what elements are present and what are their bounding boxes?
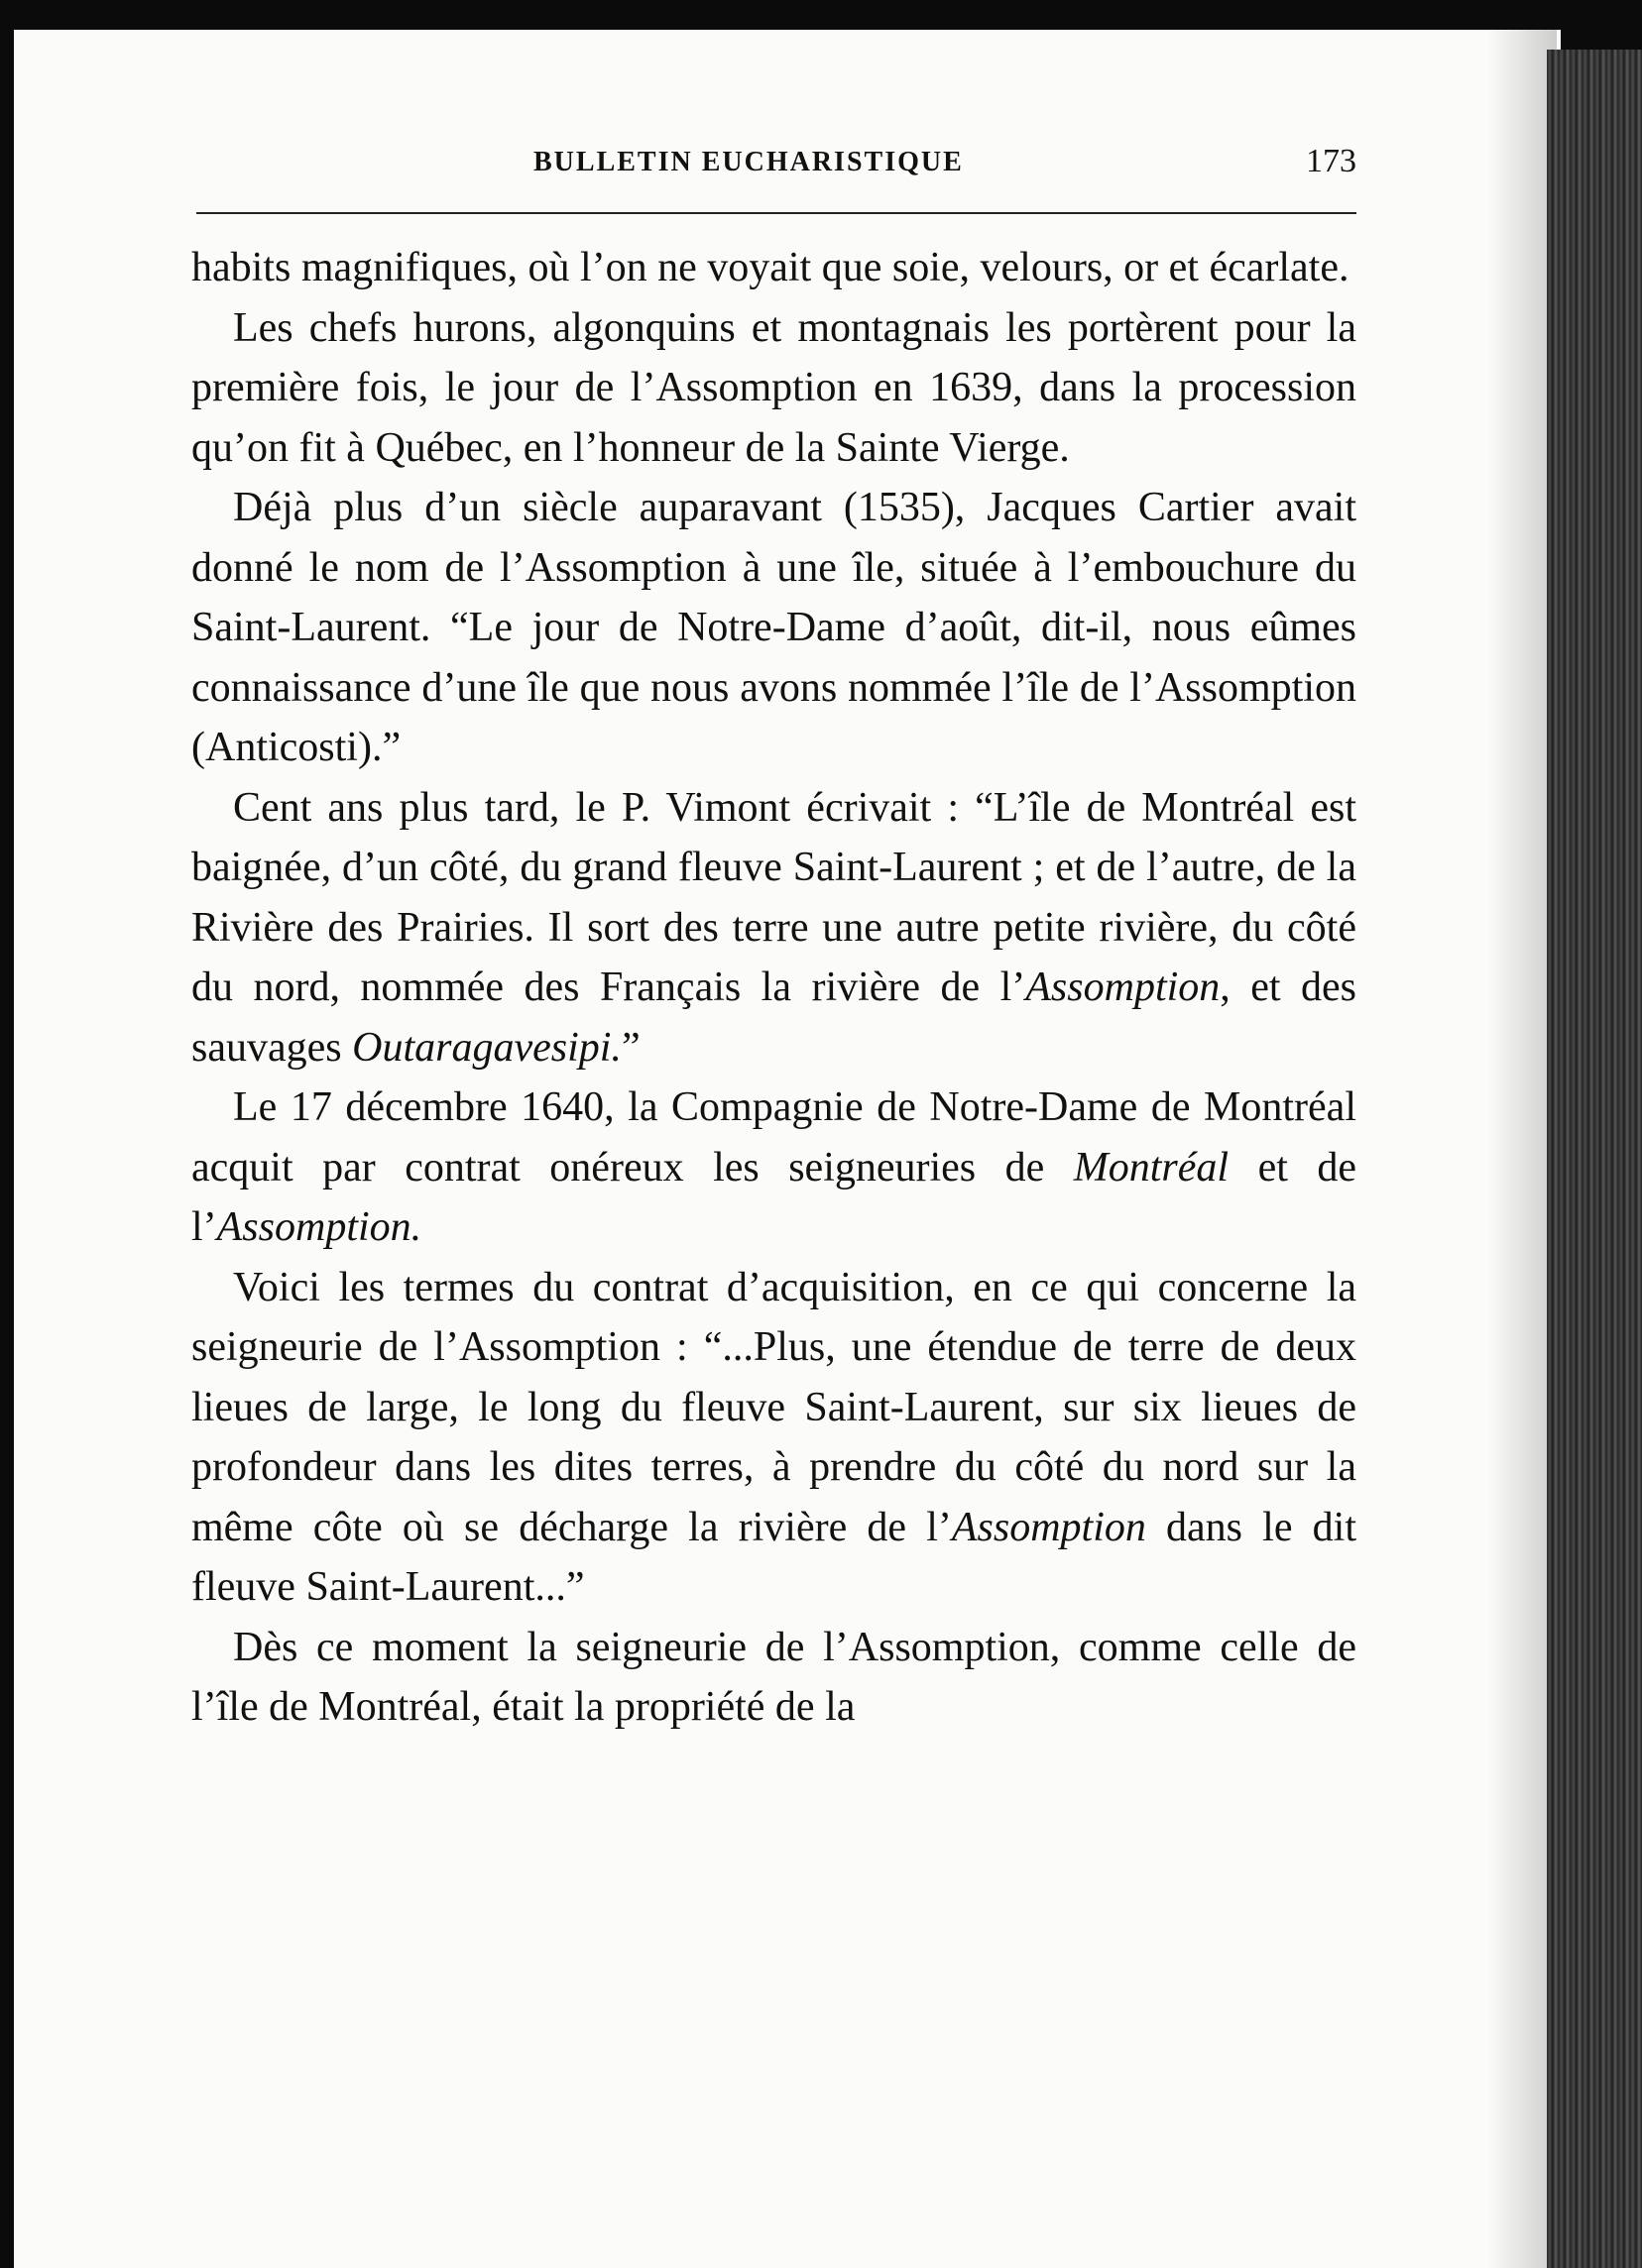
body-text	[191, 238, 1356, 1738]
paragraph	[191, 1618, 1356, 1738]
text-segment: et de l’	[191, 1144, 1356, 1250]
text-segment: habits magnifiques, où l’on ne voyait que soie, velours, or et écarlate.	[191, 245, 1349, 290]
running-title: BULLETIN EUCHARISTIQUE	[533, 147, 964, 177]
text-segment: Voici les termes du contrat d’acquisition, en ce qui concerne la seigneurie de l’Assomption : “...Plus, une étendue de terre de deux lieues de large, le long du fleuve Saint-Laurent, sur six lieues de profondeur dans les dites terres, à prendre du côté du nord sur la même côte où se décharge la rivière de l’	[191, 1264, 1356, 1550]
text-segment: , et des sauvages	[191, 964, 1356, 1071]
paragraph	[191, 478, 1356, 778]
paragraph	[191, 1077, 1356, 1258]
page-number: 173	[1306, 143, 1356, 179]
paragraph	[191, 238, 1356, 298]
paragraph	[191, 298, 1356, 479]
paragraph	[191, 778, 1356, 1078]
text-segment: Dès ce moment la seigneurie de l’Assomption, comme celle de l’île de Montréal, était la propriété de la	[191, 1624, 1356, 1730]
text-segment: Cent ans plus tard, le P. Vimont écrivait : “L’île de Montréal est baignée, d’un côté, du grand fleuve Saint-Laurent ; et de l’autre, de la Rivière des Prairies. Il sort des terre une autre petite rivière, du côté du nord, nommée des Français la rivière de l’	[191, 784, 1356, 1010]
text-segment: Le 17 décembre 1640, la Compagnie de Notre-Dame de Montréal acquit par contrat onéreux les seigneuries de	[191, 1084, 1356, 1191]
text-segment: Déjà plus d’un siècle auparavant (1535), Jacques Cartier avait donné le nom de l’Assomption à une île, située à l’embouchure du Saint-Laurent. “Le jour de Notre-Dame d’août, dit-il, nous eûmes connaissance d’une île que nous avons nommée l’île de l’Assomption (Anticosti).”	[191, 485, 1356, 770]
header-rule	[196, 212, 1356, 214]
page-header	[196, 139, 1356, 198]
text-segment: ”	[621, 1024, 641, 1071]
book-page-edges	[1547, 50, 1642, 2268]
italic-text-segment: Montréal	[1073, 1144, 1230, 1191]
paragraph	[191, 1258, 1356, 1618]
italic-text-segment: Assomption.	[216, 1204, 422, 1250]
italic-text-segment: Outaragavesipi.	[352, 1024, 622, 1071]
text-segment: Les chefs hurons, algonquins et montagnais les portèrent pour la première fois, le jour de l’Assomption en 1639, dans la procession qu’on fit à Québec, en l’honneur de la Sainte Vierge.	[191, 304, 1356, 471]
italic-text-segment: Assomption	[951, 1504, 1146, 1550]
italic-text-segment: Assomption	[1025, 964, 1221, 1010]
text-segment: dans le dit fleuve Saint-Laurent...”	[191, 1504, 1356, 1610]
